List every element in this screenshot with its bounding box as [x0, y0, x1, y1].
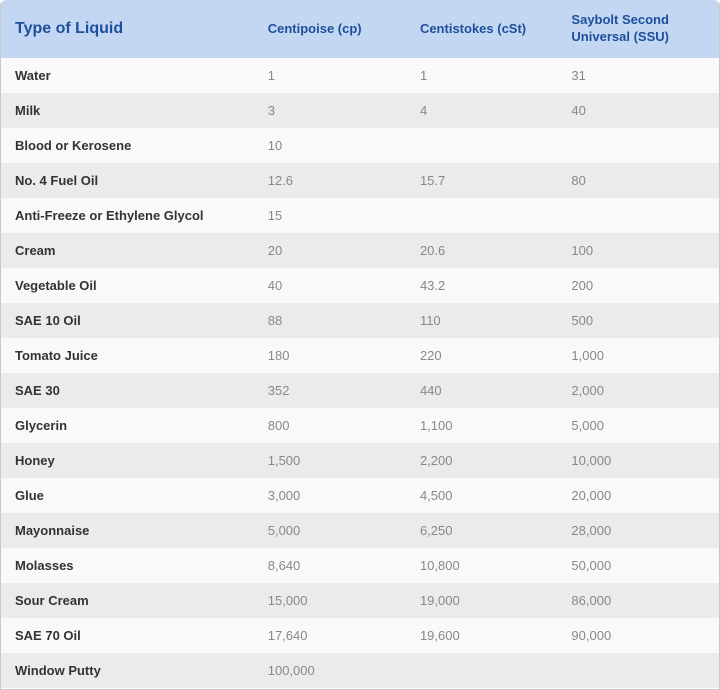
table-body: [1, 58, 719, 688]
liquid-name-cell: Mayonnaise: [15, 523, 90, 538]
value-cell: 440: [419, 383, 442, 398]
value-cell: 19,000: [419, 593, 460, 608]
value-cell: 1: [419, 68, 428, 83]
liquid-name-cell: SAE 10 Oil: [15, 313, 81, 328]
value-cell: 40: [267, 278, 283, 293]
value-cell: 200: [571, 278, 594, 293]
value-cell: 220: [419, 348, 442, 363]
value-cell: 6,250: [419, 523, 453, 538]
table-row: [1, 513, 719, 548]
liquid-name-cell: Vegetable Oil: [15, 278, 97, 293]
liquid-name-cell: Tomato Juice: [15, 348, 98, 363]
table-row: [1, 198, 719, 233]
value-cell: 100,000: [267, 663, 315, 678]
value-cell: 8,640: [267, 558, 301, 573]
value-cell: 43.2: [419, 278, 446, 293]
value-cell: 10,800: [419, 558, 460, 573]
value-cell: 5,000: [267, 523, 301, 538]
value-cell: 15,000: [267, 593, 308, 608]
value-cell: 20: [267, 243, 283, 258]
value-cell: 15: [267, 208, 283, 223]
liquid-name-cell: Milk: [15, 103, 41, 118]
liquid-name-cell: Water: [15, 68, 51, 83]
table-row: [1, 93, 719, 128]
liquid-viscosity-data-table: [1, 0, 719, 688]
liquid-name-cell: Anti-Freeze or Ethylene Glycol: [15, 208, 204, 223]
value-cell: 4: [419, 103, 428, 118]
liquid-name-cell: Blood or Kerosene: [15, 138, 132, 153]
value-cell: 110: [419, 313, 441, 328]
value-cell: 12.6: [267, 173, 294, 188]
table-row: [1, 408, 719, 443]
table-row: [1, 618, 719, 653]
value-cell: 86,000: [571, 593, 612, 608]
table-header: [1, 0, 719, 58]
value-cell: 20.6: [419, 243, 446, 258]
value-cell: 100: [571, 243, 594, 258]
table-row: [1, 338, 719, 373]
value-cell: 1,500: [267, 453, 301, 468]
table-row: [1, 268, 719, 303]
value-cell: 3,000: [267, 488, 301, 503]
value-cell: 40: [571, 103, 586, 118]
table-row: [1, 303, 719, 338]
table-row: [1, 128, 719, 163]
value-cell: 1: [267, 68, 275, 83]
value-cell: [557, 128, 719, 163]
liquid-name-cell: Glue: [15, 488, 44, 503]
value-cell: 500: [571, 313, 594, 328]
value-cell: 17,640: [267, 628, 308, 643]
column-header-centipoise: Centipoise (cp): [254, 0, 406, 58]
value-cell: [557, 653, 719, 688]
liquid-name-cell: Glycerin: [15, 418, 68, 433]
table-row: [1, 583, 719, 618]
header-row: [1, 0, 719, 58]
value-cell: 10,000: [571, 453, 612, 468]
table-row: [1, 58, 719, 93]
value-cell: 19,600: [419, 628, 460, 643]
value-cell: 90,000: [571, 628, 612, 643]
value-cell: 800: [267, 418, 290, 433]
liquid-name-cell: Cream: [15, 243, 56, 258]
value-cell: 10: [267, 138, 283, 153]
table-row: [1, 478, 719, 513]
value-cell: 5,000: [571, 418, 604, 433]
value-cell: 20,000: [571, 488, 612, 503]
value-cell: 352: [267, 383, 290, 398]
value-cell: 1,000: [571, 348, 604, 363]
value-cell: 180: [267, 348, 290, 363]
column-header-centistokes: Centistokes (cSt): [406, 0, 557, 58]
liquid-name-cell: Honey: [15, 453, 55, 468]
table-row: [1, 163, 719, 198]
liquid-name-cell: Window Putty: [15, 663, 101, 678]
table-row: [1, 373, 719, 408]
liquid-name-cell: SAE 30: [15, 383, 60, 398]
value-cell: 2,200: [419, 453, 453, 468]
value-cell: [406, 653, 557, 688]
table-row: [1, 233, 719, 268]
table-row: [1, 548, 719, 583]
value-cell: 3: [267, 103, 275, 118]
value-cell: [406, 128, 557, 163]
value-cell: 28,000: [571, 523, 612, 538]
value-cell: 1,100: [419, 418, 453, 433]
value-cell: [557, 198, 719, 233]
value-cell: 4,500: [419, 488, 453, 503]
value-cell: 80: [571, 173, 586, 188]
table-row: [1, 443, 719, 478]
liquid-name-cell: No. 4 Fuel Oil: [15, 173, 99, 188]
liquid-name-cell: Sour Cream: [15, 593, 89, 608]
value-cell: 50,000: [571, 558, 612, 573]
liquid-name-cell: SAE 70 Oil: [15, 628, 81, 643]
value-cell: [406, 198, 557, 233]
column-header-type-of-liquid: Type of Liquid: [1, 0, 254, 58]
value-cell: 31: [571, 68, 586, 83]
value-cell: 2,000: [571, 383, 604, 398]
table-row: [1, 653, 719, 688]
value-cell: 15.7: [419, 173, 446, 188]
column-header-saybolt-ssu: Saybolt Second Universal (SSU): [557, 0, 719, 58]
liquid-name-cell: Molasses: [15, 558, 74, 573]
value-cell: 88: [267, 313, 283, 328]
